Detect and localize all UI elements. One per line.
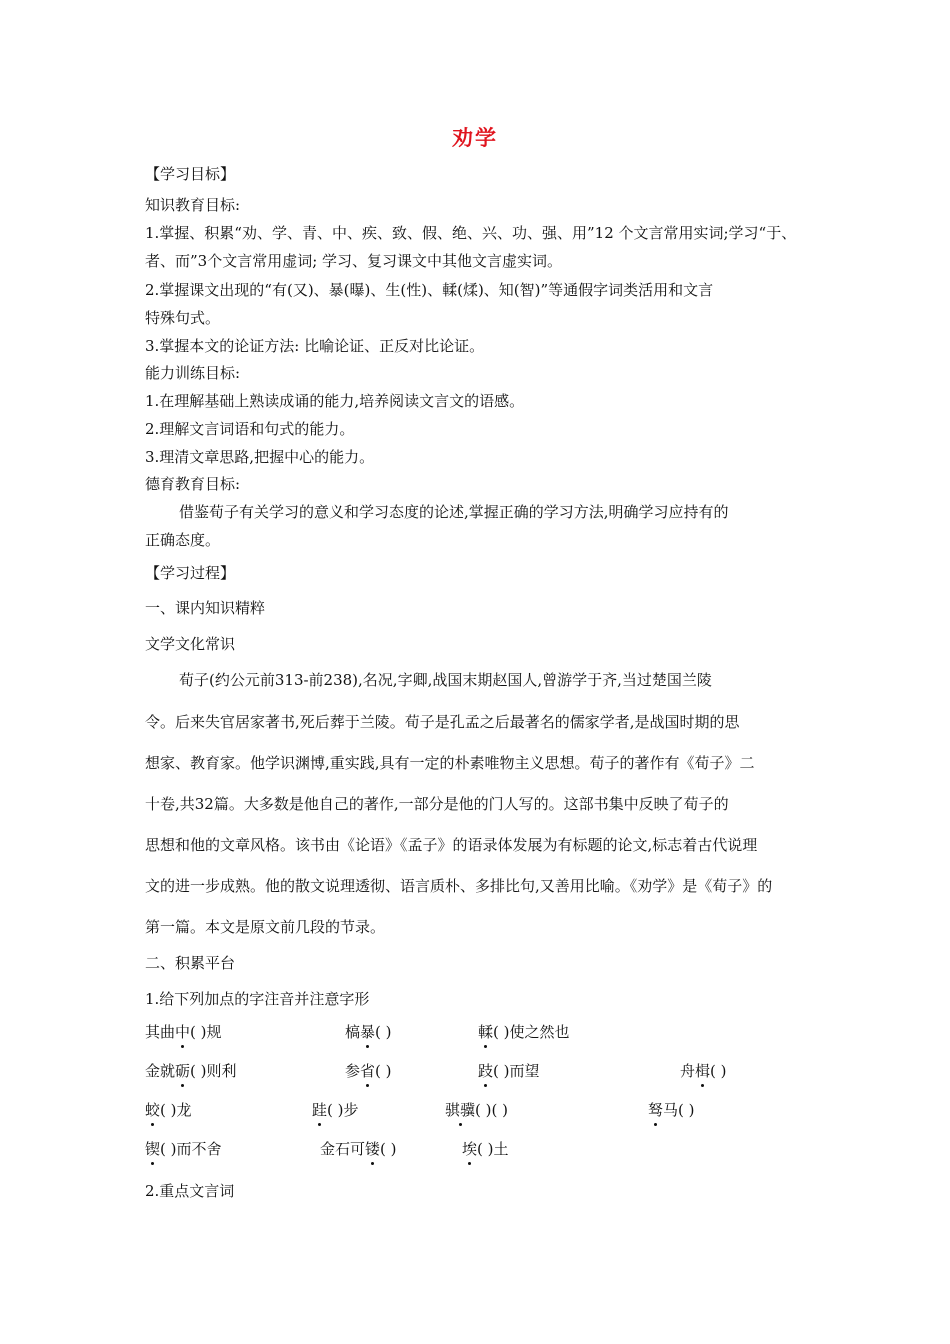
vocab-blank: ( ) [375, 1023, 392, 1041]
vocab-blank: ( )土 [477, 1140, 509, 1158]
vocab-item [462, 1138, 509, 1159]
section-heading-2: 二、积累平台 [145, 954, 236, 972]
section-heading-1: 一、课内知识精粹 [145, 599, 266, 617]
dotted-char: 省 [360, 1062, 376, 1080]
dotted-char: 镂 [365, 1140, 381, 1158]
vocab-row [145, 1138, 825, 1162]
vocab-item [145, 1138, 222, 1159]
knowledge-item-1-cont: 者、而”3个文言常用虚词; 学习、复习课文中其他文言虚实词。 [145, 252, 563, 270]
dotted-char: 骐骥 [445, 1101, 476, 1119]
vocab-blank: ( )龙 [160, 1101, 192, 1119]
vocab-blank: ( ) [380, 1140, 397, 1158]
vocab-text: 金就 [145, 1062, 176, 1080]
paragraph-line: 十卷,共32篇。大多数是他自己的著作,一部分是他的门人写的。这部书集中反映了荀子的 [145, 795, 729, 813]
moral-heading: 德育教育目标: [145, 475, 241, 493]
ability-heading: 能力训练目标: [145, 364, 241, 382]
vocab-blank: ( )( ) [475, 1101, 508, 1119]
vocab-row [145, 1021, 825, 1045]
knowledge-item-1: 1.掌握、积累“劝、学、青、中、疾、致、假、绝、兴、功、强、用”12 个文言常用实词;学习“于、 [145, 224, 797, 242]
dotted-char: 跬 [312, 1101, 328, 1119]
moral-item-cont: 正确态度。 [145, 531, 221, 549]
vocab-item [345, 1021, 392, 1042]
vocab-item [648, 1099, 695, 1120]
vocab-item [145, 1021, 222, 1042]
question-1: 1.给下列加点的字注音并注意字形 [145, 990, 370, 1008]
vocab-text: 舟 [680, 1062, 696, 1080]
vocab-item [478, 1021, 570, 1042]
vocab-item [145, 1060, 237, 1081]
ability-item-3: 3.理清文章思路,把握中心的能力。 [145, 448, 375, 466]
vocab-blank: ( ) [375, 1062, 392, 1080]
ability-item-1: 1.在理解基础上熟读成诵的能力,培养阅读文言文的语感。 [145, 392, 525, 410]
objectives-heading: 【学习目标】 [145, 165, 236, 183]
paragraph-line: 想家、教育家。他学识渊博,重实践,具有一定的朴素唯物主义思想。荀子的著作有《荀子》二 [145, 754, 755, 772]
vocab-text: 其曲 [145, 1023, 176, 1041]
paragraph-line: 令。后来失官居家著书,死后葬于兰陵。荀子是孔孟之后最著名的儒家学者,是战国时期的思 [145, 713, 740, 731]
culture-heading: 文学文化常识 [145, 635, 236, 653]
dotted-char: 中 [175, 1023, 191, 1041]
dotted-char: 蛟 [145, 1101, 161, 1119]
vocab-row [145, 1099, 825, 1123]
vocab-row [145, 1060, 825, 1084]
dotted-char: 暴 [360, 1023, 376, 1041]
vocab-item [312, 1099, 359, 1120]
vocab-blank: ( )使之然也 [493, 1023, 570, 1041]
paragraph-line: 文的进一步成熟。他的散文说理透彻、语言质朴、多排比句,又善用比喻。《劝学》是《荀子》的 [145, 877, 773, 895]
page-title: 劝学 [452, 125, 498, 150]
paragraph-line: 思想和他的文章风格。该书由《论语》《孟子》的语录体发展为有标题的论文,标志着古代说理 [145, 836, 758, 854]
knowledge-item-2-cont: 特殊句式。 [145, 309, 221, 327]
paragraph-line: 荀子(约公元前313-前238),名况,字卿,战国末期赵国人,曾游学于齐,当过楚国兰陵 [179, 671, 712, 689]
vocab-text: 金石可 [320, 1140, 366, 1158]
vocab-item [320, 1138, 397, 1159]
ability-item-2: 2.理解文言词语和句式的能力。 [145, 420, 355, 438]
dotted-char: 楫 [695, 1062, 711, 1080]
vocab-blank: ( )而望 [493, 1062, 540, 1080]
vocab-blank: ( )则利 [190, 1062, 237, 1080]
knowledge-item-2: 2.掌握课文出现的“有(又)、暴(曝)、生(性)、輮(煣)、知(智)”等通假字词类活用和文言 [145, 281, 714, 299]
vocab-blank: ( ) [710, 1062, 727, 1080]
dotted-char: 砺 [175, 1062, 191, 1080]
vocab-item [680, 1060, 727, 1081]
dotted-char: 跂 [478, 1062, 494, 1080]
dotted-char: 輮 [478, 1023, 494, 1041]
vocab-item [145, 1099, 192, 1120]
vocab-blank: 马( ) [663, 1101, 695, 1119]
paragraph-line: 第一篇。本文是原文前几段的节录。 [145, 918, 386, 936]
vocab-blank: ( )步 [327, 1101, 359, 1119]
knowledge-heading: 知识教育目标: [145, 196, 241, 214]
question-2: 2.重点文言词 [145, 1182, 235, 1200]
vocab-item [445, 1099, 508, 1120]
dotted-char: 埃 [462, 1140, 478, 1158]
dotted-char: 驽 [648, 1101, 664, 1119]
process-heading: 【学习过程】 [145, 564, 236, 582]
vocab-text: 参 [345, 1062, 361, 1080]
vocab-blank: ( )而不舍 [160, 1140, 222, 1158]
vocab-blank: ( )规 [190, 1023, 222, 1041]
vocab-item [478, 1060, 540, 1081]
dotted-char: 锲 [145, 1140, 161, 1158]
moral-item: 借鉴荀子有关学习的意义和学习态度的论述,掌握正确的学习方法,明确学习应持有的 [179, 503, 729, 521]
vocab-item [345, 1060, 392, 1081]
vocab-text: 槁 [345, 1023, 361, 1041]
knowledge-item-3: 3.掌握本文的论证方法: 比喻论证、正反对比论证。 [145, 337, 485, 355]
